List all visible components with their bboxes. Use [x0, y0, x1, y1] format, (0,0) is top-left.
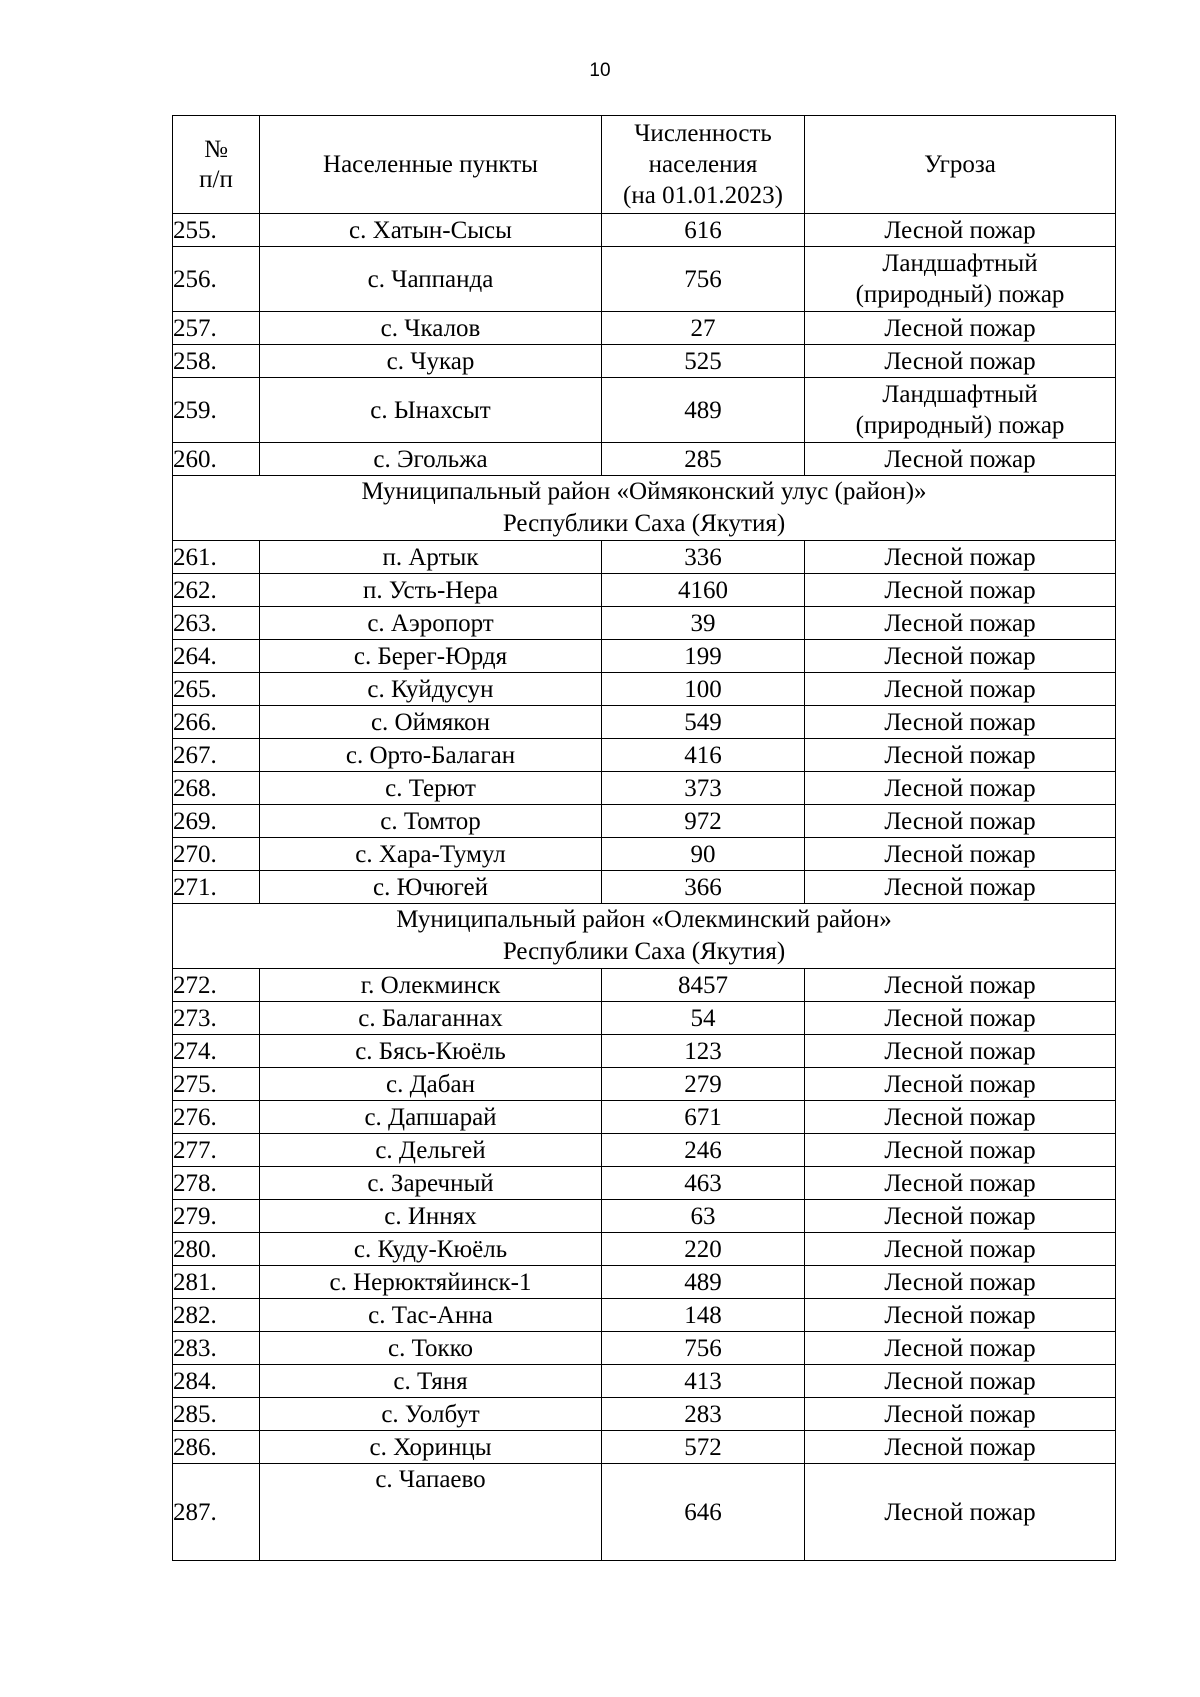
threat-value: Лесной пожар: [805, 1464, 1116, 1561]
threat-value: Лесной пожар: [805, 1002, 1116, 1035]
table-row: [173, 1035, 1116, 1068]
population-value: 220: [602, 1233, 805, 1266]
section-title-line2: Республики Саха (Якутия): [502, 510, 786, 537]
settlement-name: с. Хара-Тумул: [260, 838, 602, 871]
table-row: [173, 1200, 1116, 1233]
row-number: 264.: [173, 640, 260, 673]
threat-value: Лесной пожар: [805, 1299, 1116, 1332]
population-value: 199: [602, 640, 805, 673]
section-header-row: [173, 904, 1116, 969]
row-number: 284.: [173, 1365, 260, 1398]
table-row: [173, 838, 1116, 871]
table-row: [173, 706, 1116, 739]
row-number: 270.: [173, 838, 260, 871]
threat-value: Лесной пожар: [805, 1134, 1116, 1167]
settlement-name: п. Усть-Нера: [260, 574, 602, 607]
population-value: 972: [602, 805, 805, 838]
row-number: 269.: [173, 805, 260, 838]
threat-value: Лесной пожар: [805, 312, 1116, 345]
population-value: 646: [602, 1464, 805, 1561]
row-number: 282.: [173, 1299, 260, 1332]
threat-value: Лесной пожар: [805, 739, 1116, 772]
table-row: [173, 574, 1116, 607]
threat-value: Лесной пожар: [805, 772, 1116, 805]
table-row: [173, 1464, 1116, 1561]
population-value: 63: [602, 1200, 805, 1233]
threat-value: Лесной пожар: [805, 607, 1116, 640]
population-value: 39: [602, 607, 805, 640]
settlement-name: с. Орто-Балаган: [260, 739, 602, 772]
settlement-name: с. Дельгей: [260, 1134, 602, 1167]
table-row: [173, 214, 1116, 247]
row-number: 259.: [173, 378, 260, 443]
row-number: 278.: [173, 1167, 260, 1200]
population-value: 283: [602, 1398, 805, 1431]
threat-value: Лесной пожар: [805, 1266, 1116, 1299]
row-number: 283.: [173, 1332, 260, 1365]
population-value: 27: [602, 312, 805, 345]
table-row: [173, 871, 1116, 904]
row-number: 262.: [173, 574, 260, 607]
population-value: 756: [602, 247, 805, 312]
table-row: [173, 1431, 1116, 1464]
table-row: [173, 1101, 1116, 1134]
row-number: 279.: [173, 1200, 260, 1233]
table-row: [173, 607, 1116, 640]
population-value: 366: [602, 871, 805, 904]
settlement-name: с. Куду-Кюёль: [260, 1233, 602, 1266]
table-row: [173, 1002, 1116, 1035]
row-number: 257.: [173, 312, 260, 345]
settlement-name: с. Дапшарай: [260, 1101, 602, 1134]
row-number: 261.: [173, 541, 260, 574]
settlement-name: с. Чукар: [260, 345, 602, 378]
settlement-name: с. Берег-Юрдя: [260, 640, 602, 673]
threat-line2: (природный) пожар: [855, 412, 1065, 439]
threat-value: Лесной пожар: [805, 1398, 1116, 1431]
row-number: 276.: [173, 1101, 260, 1134]
table-row: [173, 805, 1116, 838]
population-value: 671: [602, 1101, 805, 1134]
row-number: 266.: [173, 706, 260, 739]
threat-value: Лесной пожар: [805, 1200, 1116, 1233]
population-value: 489: [602, 378, 805, 443]
settlement-name: с. Хоринцы: [260, 1431, 602, 1464]
threat-value: [805, 378, 1116, 443]
population-value: 756: [602, 1332, 805, 1365]
table-row: [173, 1365, 1116, 1398]
settlement-name: г. Олекминск: [260, 969, 602, 1002]
row-number: 286.: [173, 1431, 260, 1464]
threat-value: Лесной пожар: [805, 574, 1116, 607]
threat-value: Лесной пожар: [805, 1068, 1116, 1101]
header-population-line3: (на 01.01.2023): [623, 182, 783, 209]
threat-value: Лесной пожар: [805, 640, 1116, 673]
population-value: 90: [602, 838, 805, 871]
table-row: [173, 247, 1116, 312]
population-value: 413: [602, 1365, 805, 1398]
row-number: 287.: [173, 1464, 260, 1561]
row-number: 260.: [173, 443, 260, 476]
population-value: 123: [602, 1035, 805, 1068]
section-title-line1: Муниципальный район «Оймяконский улус (район)»: [361, 478, 927, 505]
settlement-name: с. Чапаево: [260, 1464, 602, 1561]
threat-value: Лесной пожар: [805, 1431, 1116, 1464]
row-number: 271.: [173, 871, 260, 904]
settlement-name: с. Дабан: [260, 1068, 602, 1101]
population-value: 285: [602, 443, 805, 476]
settlement-name: с. Чкалов: [260, 312, 602, 345]
threat-value: [805, 247, 1116, 312]
section-title-line2: Республики Саха (Якутия): [502, 938, 786, 965]
row-number: 255.: [173, 214, 260, 247]
population-value: 54: [602, 1002, 805, 1035]
settlement-name: с. Нерюктяйинск-1: [260, 1266, 602, 1299]
population-value: 246: [602, 1134, 805, 1167]
table-row: [173, 969, 1116, 1002]
table-row: [173, 541, 1116, 574]
settlement-name: с. Балаганнах: [260, 1002, 602, 1035]
threat-value: Лесной пожар: [805, 345, 1116, 378]
settlement-name: с. Куйдусун: [260, 673, 602, 706]
population-value: 100: [602, 673, 805, 706]
threat-value: Лесной пожар: [805, 1035, 1116, 1068]
population-value: 8457: [602, 969, 805, 1002]
threat-value: Лесной пожар: [805, 1167, 1116, 1200]
table-row: [173, 1167, 1116, 1200]
row-number: 280.: [173, 1233, 260, 1266]
settlement-name: с. Томтор: [260, 805, 602, 838]
population-value: 489: [602, 1266, 805, 1299]
settlements-table: [172, 115, 1116, 1561]
header-number-line2: п/п: [199, 165, 233, 193]
table-row: [173, 1134, 1116, 1167]
threat-value: Лесной пожар: [805, 214, 1116, 247]
settlement-name: с. Тас-Анна: [260, 1299, 602, 1332]
population-value: 148: [602, 1299, 805, 1332]
table-row: [173, 640, 1116, 673]
settlement-name: п. Артык: [260, 541, 602, 574]
row-number: 265.: [173, 673, 260, 706]
table-row: [173, 772, 1116, 805]
table-header-row: [173, 116, 1116, 214]
section-header-olekminsk: [173, 904, 1116, 969]
header-number: [173, 116, 260, 214]
header-population-line2: населения: [648, 151, 758, 178]
threat-line1: Ландшафтный: [882, 250, 1038, 277]
table-row: [173, 1332, 1116, 1365]
row-number: 275.: [173, 1068, 260, 1101]
population-value: 279: [602, 1068, 805, 1101]
settlement-name: с. Оймякон: [260, 706, 602, 739]
population-value: 373: [602, 772, 805, 805]
population-value: 463: [602, 1167, 805, 1200]
population-value: 525: [602, 345, 805, 378]
threat-value: Лесной пожар: [805, 1365, 1116, 1398]
row-number: 277.: [173, 1134, 260, 1167]
threat-line1: Ландшафтный: [882, 381, 1038, 408]
row-number: 281.: [173, 1266, 260, 1299]
row-number: 285.: [173, 1398, 260, 1431]
threat-value: Лесной пожар: [805, 871, 1116, 904]
settlement-name: с. Ючюгей: [260, 871, 602, 904]
header-population: [602, 116, 805, 214]
row-number: 267.: [173, 739, 260, 772]
threat-value: Лесной пожар: [805, 443, 1116, 476]
row-number: 273.: [173, 1002, 260, 1035]
threat-value: Лесной пожар: [805, 969, 1116, 1002]
threat-value: Лесной пожар: [805, 838, 1116, 871]
table-row: [173, 345, 1116, 378]
threat-value: Лесной пожар: [805, 805, 1116, 838]
table-row: [173, 739, 1116, 772]
threat-value: Лесной пожар: [805, 1101, 1116, 1134]
table-row: [173, 378, 1116, 443]
settlement-name: с. Токко: [260, 1332, 602, 1365]
row-number: 258.: [173, 345, 260, 378]
row-number: 256.: [173, 247, 260, 312]
settlement-name: с. Ынахсыт: [260, 378, 602, 443]
settlement-name: с. Терют: [260, 772, 602, 805]
header-population-line1: Численность: [634, 120, 772, 147]
settlement-name: с. Аэропорт: [260, 607, 602, 640]
threat-value: Лесной пожар: [805, 1332, 1116, 1365]
page-number: 10: [589, 60, 611, 81]
settlement-name: с. Уолбут: [260, 1398, 602, 1431]
section-header-row: [173, 476, 1116, 541]
population-value: 4160: [602, 574, 805, 607]
row-number: 272.: [173, 969, 260, 1002]
population-value: 416: [602, 739, 805, 772]
threat-line2: (природный) пожар: [855, 281, 1065, 308]
settlement-name: с. Заречный: [260, 1167, 602, 1200]
header-threat: Угроза: [805, 116, 1116, 214]
section-title-line1: Муниципальный район «Олекминский район»: [396, 906, 892, 933]
table-row: [173, 1266, 1116, 1299]
table-row: [173, 1068, 1116, 1101]
settlement-name: с. Иннях: [260, 1200, 602, 1233]
threat-value: Лесной пожар: [805, 706, 1116, 739]
row-number: 274.: [173, 1035, 260, 1068]
section-header-oymyakon: [173, 476, 1116, 541]
population-value: 572: [602, 1431, 805, 1464]
table-row: [173, 1299, 1116, 1332]
settlement-name: с. Чаппанда: [260, 247, 602, 312]
row-number: 263.: [173, 607, 260, 640]
population-value: 616: [602, 214, 805, 247]
settlement-name: с. Тяня: [260, 1365, 602, 1398]
population-value: 336: [602, 541, 805, 574]
threat-value: Лесной пожар: [805, 673, 1116, 706]
header-number-line1: №: [204, 135, 228, 163]
table-row: [173, 443, 1116, 476]
population-value: 549: [602, 706, 805, 739]
table-row: [173, 1233, 1116, 1266]
header-settlements: Населенные пункты: [260, 116, 602, 214]
table-row: [173, 673, 1116, 706]
threat-value: Лесной пожар: [805, 1233, 1116, 1266]
settlement-name: с. Хатын-Сысы: [260, 214, 602, 247]
table-row: [173, 312, 1116, 345]
settlement-name: с. Бясь-Кюёль: [260, 1035, 602, 1068]
row-number: 268.: [173, 772, 260, 805]
threat-value: Лесной пожар: [805, 541, 1116, 574]
settlement-name: с. Эгольжа: [260, 443, 602, 476]
table-row: [173, 1398, 1116, 1431]
